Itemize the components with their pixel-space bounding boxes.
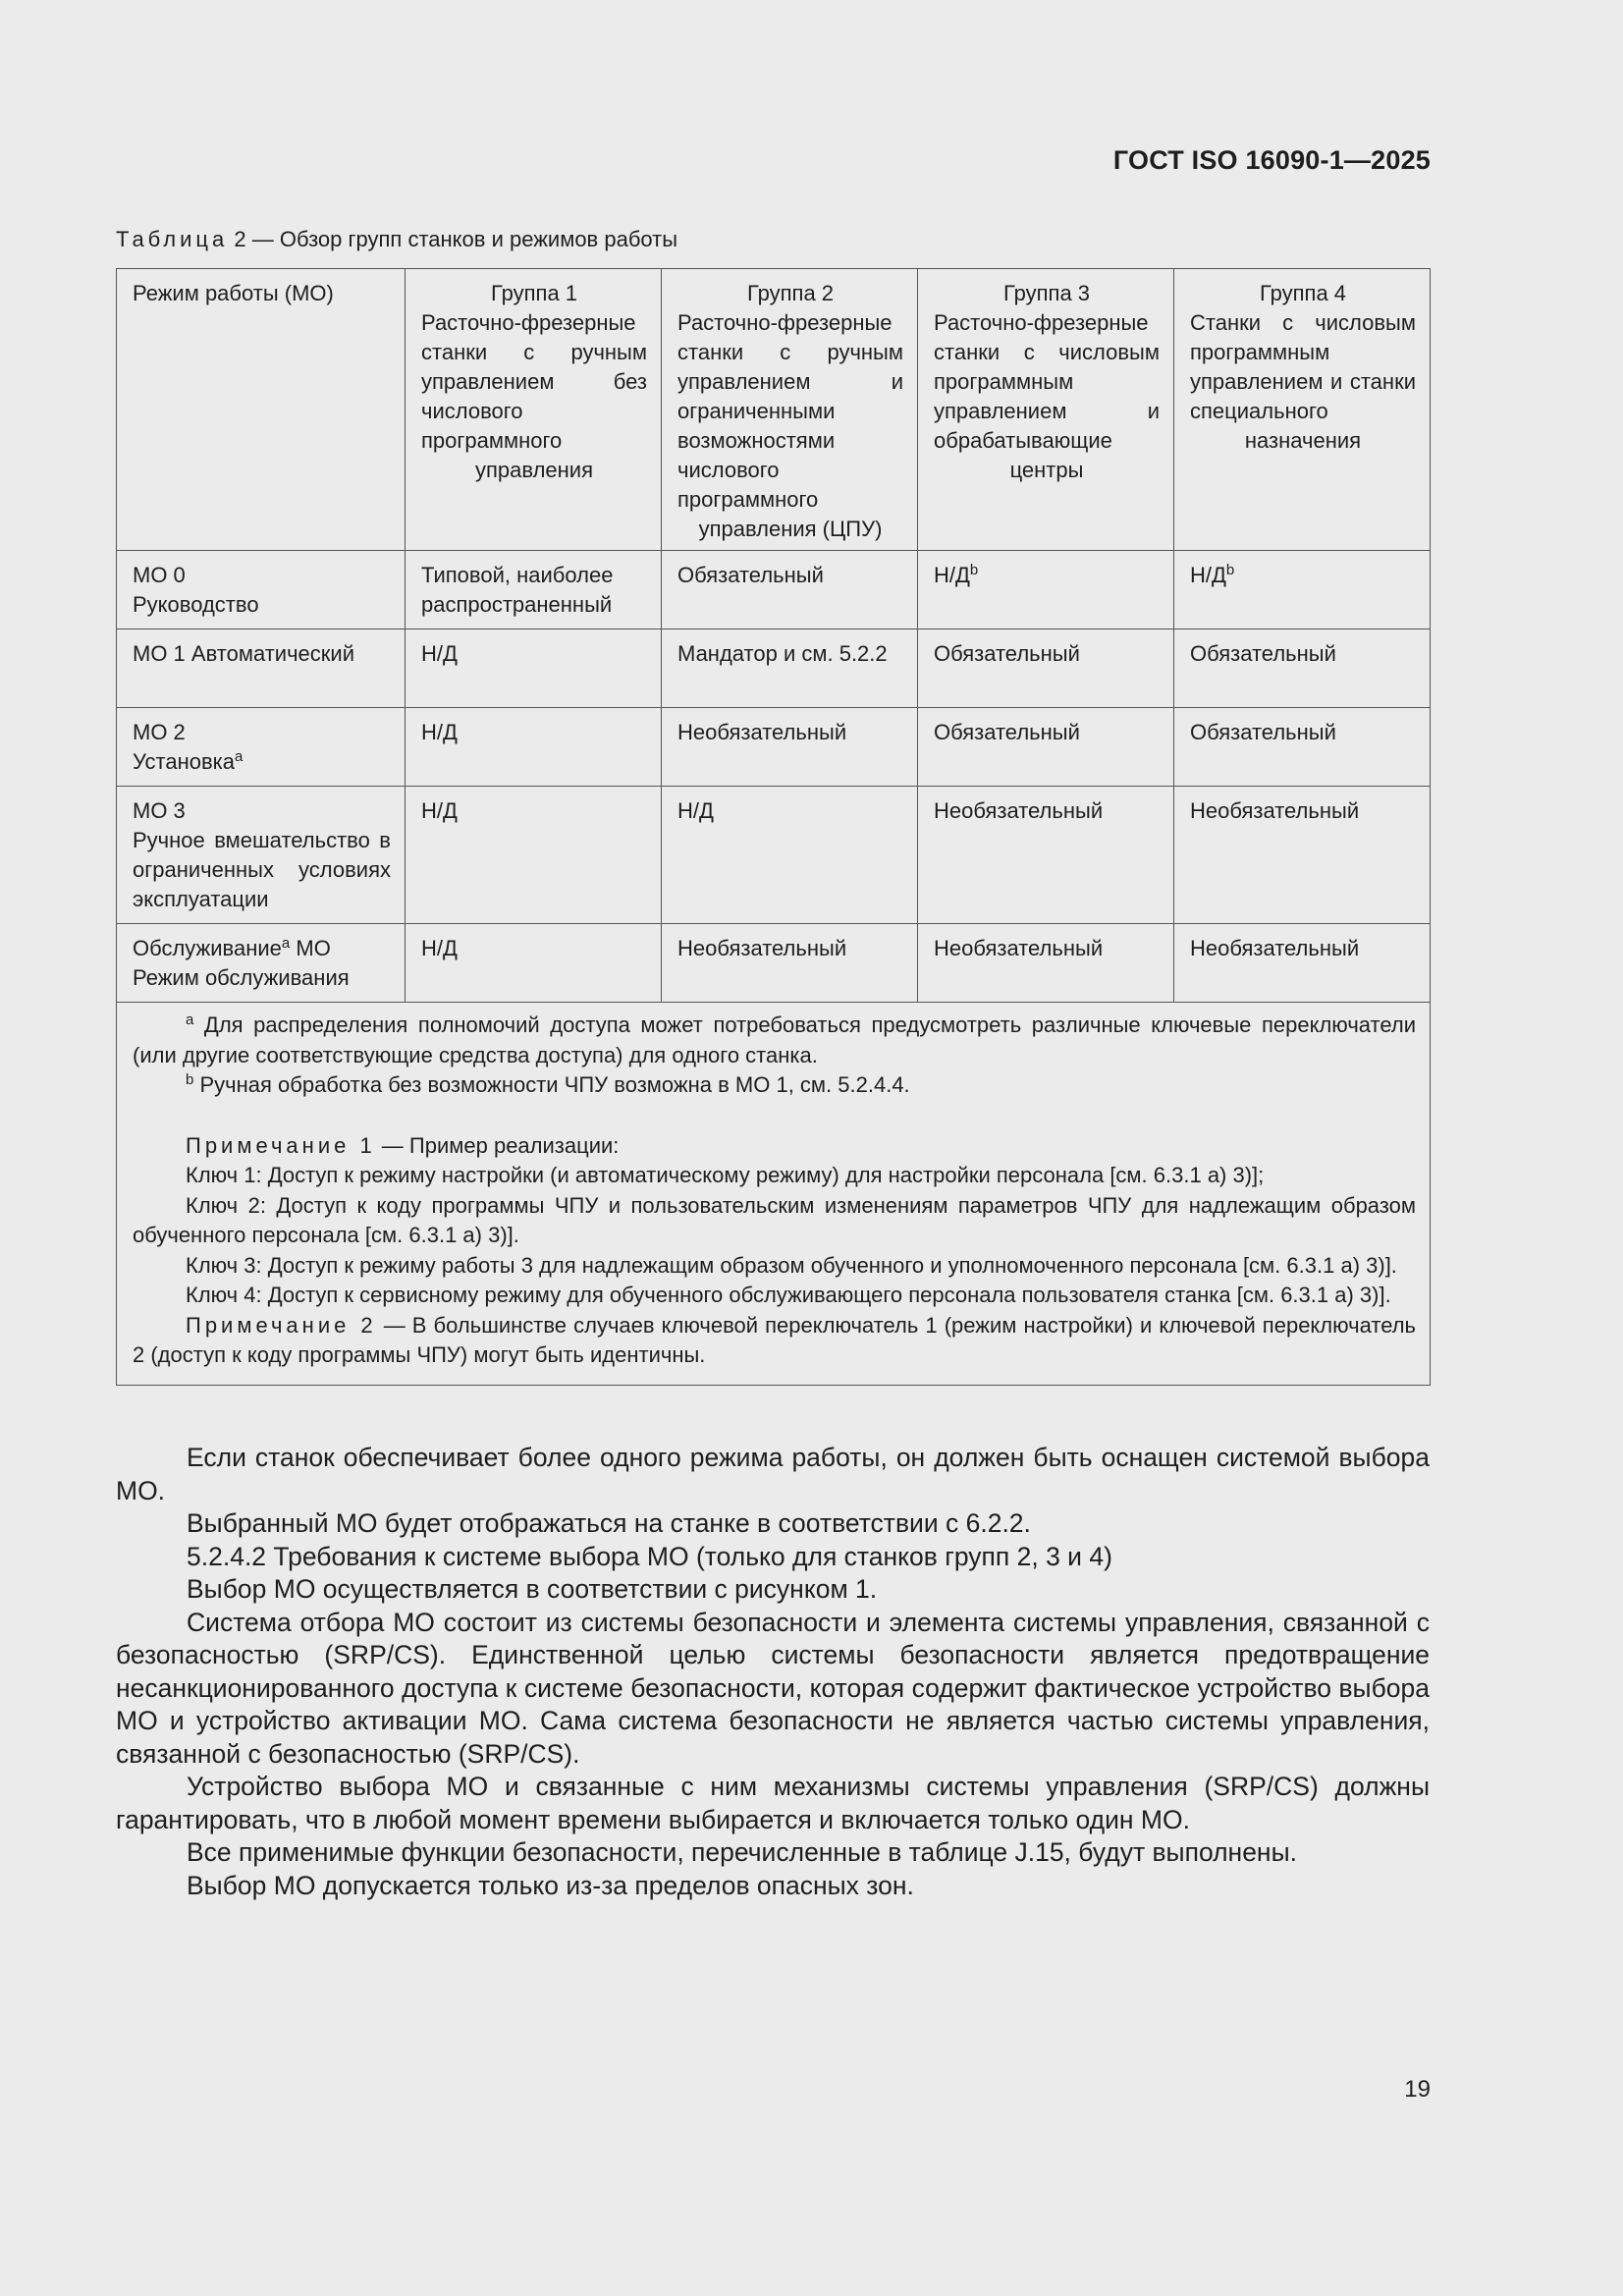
body-text xyxy=(116,1442,1430,1902)
table-notes-cell xyxy=(117,1003,1431,1386)
mode-desc: Режим обслуживания xyxy=(133,965,350,990)
value-cell: Н/Д xyxy=(406,924,662,1003)
note-2-text: — В большинстве случаев ключевой переключатель 1 (режим настройки) и ключевой переключатель 2 (доступ к коду программы ЧПУ) могут быть идентичны. xyxy=(133,1312,1417,1367)
mode-name-tail: МО xyxy=(290,936,331,960)
group-2-desc: Расточно-фрезерные станки с ручным управлением и ограниченными возможностями числового программного управления (ЦПУ) xyxy=(677,310,903,541)
mode-desc: Ручное вмешательство в ограниченных условиях эксплуатации xyxy=(133,828,391,911)
body-paragraph: Все применимые функции безопасности, перечисленные в таблице J.15, будут выполнены. xyxy=(187,1837,1297,1867)
mode-name: МО 0 xyxy=(133,563,186,587)
table-notes-row xyxy=(117,1003,1431,1386)
notes-spacer xyxy=(133,1101,1416,1131)
value-cell xyxy=(918,551,1174,629)
note-2-label: Примечание 2 xyxy=(186,1312,377,1338)
table-header-row xyxy=(117,269,1431,551)
footnote-mark: a xyxy=(234,748,243,765)
value-cell: Обязательный xyxy=(918,629,1174,708)
mode-cell xyxy=(117,708,406,787)
footnote-mark: b xyxy=(1225,562,1235,578)
footnote-mark: a xyxy=(281,935,291,952)
footnote-a xyxy=(133,1011,1416,1070)
table-row xyxy=(117,629,1431,708)
section-heading: 5.2.4.2 Требования к системе выбора МО (только для станков групп 2, 3 и 4) xyxy=(187,1541,1112,1571)
note-key-4: Ключ 4: Доступ к сервисному режиму для обученного обслуживающего персонала пользователя станка [см. 6.3.1 а) 3)]. xyxy=(186,1283,1391,1307)
footnote-b xyxy=(133,1070,1416,1101)
mode-name xyxy=(133,934,391,963)
footnote-mark: b xyxy=(186,1071,194,1088)
body-paragraph: Выбранный МО будет отображаться на станке в соответствии с 6.2.2. xyxy=(187,1508,1031,1538)
value-cell: Необязательный xyxy=(1174,924,1431,1003)
value-cell: Обязательный xyxy=(1174,708,1431,787)
group-1-desc: Расточно-фрезерные станки с ручным управлением без числового программного управления xyxy=(421,310,647,482)
document-id: ГОСТ ISO 16090-1—2025 xyxy=(1112,145,1431,175)
footnote-mark: a xyxy=(186,1011,194,1028)
value-cell: Необязательный xyxy=(662,924,918,1003)
table-caption-text: 2 — Обзор групп станков и режимов работы xyxy=(228,227,678,251)
group-3-name: Группа 3 xyxy=(1002,281,1091,305)
note-1-label: Примечание 1 xyxy=(186,1132,376,1158)
group-4-name: Группа 4 xyxy=(1259,281,1347,305)
note-key-1: Ключ 1: Доступ к режиму настройки (и автоматическому режиму) для настройки персонала [см. 6.3.1 а) 3)]; xyxy=(186,1163,1265,1187)
table-row xyxy=(117,924,1431,1003)
header-group-4 xyxy=(1174,269,1431,551)
group-4-desc: Станки с числовым программным управлением и станки специального назначения xyxy=(1190,310,1416,453)
value-cell: Обязательный xyxy=(918,708,1174,787)
value-cell: Необязательный xyxy=(918,787,1174,924)
table-row xyxy=(117,708,1431,787)
value-cell: Необязательный xyxy=(1174,787,1431,924)
note-key-3: Ключ 3: Доступ к режиму работы 3 для надлежащим образом обученного и уполномоченного персонала [см. 6.3.1 а) 3)]. xyxy=(186,1252,1397,1278)
value-cell: Н/Д xyxy=(406,787,662,924)
mode-desc: Руководство xyxy=(133,592,259,617)
note-key-2: Ключ 2: Доступ к коду программы ЧПУ и пользовательским изменениям параметров ЧПУ для надлежащим образом обученного персонала [см. 6.3.1 а) 3)]. xyxy=(133,1192,1416,1247)
mode-cell xyxy=(117,629,406,708)
value-cell: Необязательный xyxy=(918,924,1174,1003)
header-group-1 xyxy=(406,269,662,551)
note-1-text: — Пример реализации: xyxy=(375,1132,620,1158)
value-cell: Обязательный xyxy=(662,551,918,629)
table-row xyxy=(117,787,1431,924)
value-cell: Обязательный xyxy=(1174,629,1431,708)
header-mode-cell: Режим работы (МО) xyxy=(117,269,406,551)
value-text: Н/Д xyxy=(934,563,970,587)
body-paragraph: Выбор МО допускается только из-за пределов опасных зон. xyxy=(187,1870,914,1900)
mode-desc xyxy=(133,747,391,777)
value-cell xyxy=(1174,551,1431,629)
group-1-name: Группа 1 xyxy=(490,281,578,305)
table-caption-prefix: Таблица xyxy=(116,227,229,251)
table-caption xyxy=(116,227,677,252)
operating-modes-table xyxy=(116,268,1431,1386)
value-cell: Н/Д xyxy=(406,629,662,708)
mode-cell xyxy=(117,924,406,1003)
value-cell: Н/Д xyxy=(662,787,918,924)
value-cell: Мандатор и см. 5.2.2 xyxy=(662,629,918,708)
mode-cell xyxy=(117,787,406,924)
note-2 xyxy=(133,1311,1416,1371)
footnote-text: Для распределения полномочий доступа может потребоваться предусмотреть различные ключевые переключатели (или другие соответствующие средства доступа) для одного станка. xyxy=(133,1012,1416,1067)
mode-desc-text: Установка xyxy=(133,749,235,774)
table-row xyxy=(117,551,1431,629)
value-cell: Типовой, наиболее распространенный xyxy=(406,551,662,629)
body-paragraph: Если станок обеспечивает более одного режима работы, он должен быть оснащен системой выбора МО. xyxy=(116,1443,1430,1505)
header-group-2 xyxy=(662,269,918,551)
footnote-text: Ручная обработка без возможности ЧПУ возможна в МО 1, см. 5.2.4.4. xyxy=(193,1072,910,1097)
mode-cell xyxy=(117,551,406,629)
note-1-heading xyxy=(133,1131,1416,1162)
body-paragraph: Устройство выбора МО и связанные с ним механизмы системы управления (SRP/CS) должны гарантировать, что в любой момент времени выбирается и включается только один МО. xyxy=(116,1772,1430,1834)
mode-name-text: Обслуживание xyxy=(133,936,282,960)
footnote-mark: b xyxy=(969,562,979,578)
value-text: Н/Д xyxy=(1190,563,1226,587)
value-cell: Необязательный xyxy=(662,708,918,787)
mode-name: МО 2 xyxy=(133,720,186,744)
group-2-name: Группа 2 xyxy=(746,281,835,305)
body-paragraph: Выбор МО осуществляется в соответствии с рисунком 1. xyxy=(187,1574,878,1604)
page-number: 19 xyxy=(1404,2076,1431,2103)
header-group-3 xyxy=(918,269,1174,551)
group-3-desc: Расточно-фрезерные станки с числовым программным управлением и обрабатывающие центры xyxy=(934,310,1160,482)
value-cell: Н/Д xyxy=(406,708,662,787)
body-paragraph: Система отбора МО состоит из системы безопасности и элемента системы управления, связанной с безопасностью (SRP/CS). Единственной целью системы безопасности является предотвращение несанкционированного доступа к системе безопасности, которая содержит фактическое устройство выбора МО и устройство активации МО. Сама система безопасности не является частью системы управления, связанной с безопасностью (SRP/CS). xyxy=(116,1607,1430,1769)
mode-name: МО 1 Автоматический xyxy=(133,641,354,666)
mode-name: МО 3 xyxy=(133,798,186,823)
